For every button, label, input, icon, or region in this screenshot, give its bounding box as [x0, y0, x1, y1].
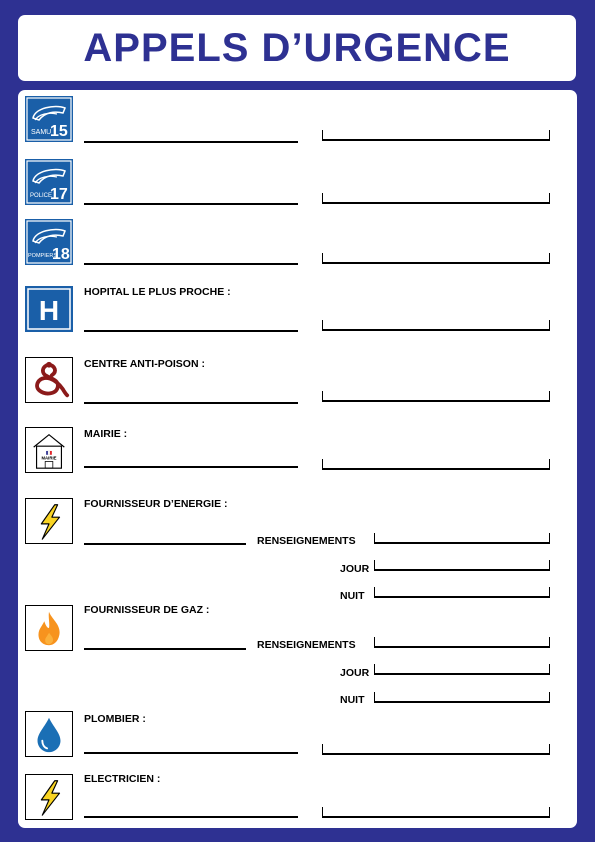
- flame-icon: [25, 605, 73, 651]
- mairie-name-line[interactable]: [84, 466, 298, 468]
- electrician-phone-field[interactable]: [322, 807, 550, 818]
- hospital-label: HOPITAL LE PLUS PROCHE :: [84, 286, 231, 298]
- energy-info-phone-field[interactable]: [374, 533, 550, 544]
- samu-phone-icon: [25, 96, 73, 142]
- header-panel: [18, 15, 576, 81]
- gas-day-phone-field[interactable]: [374, 664, 550, 675]
- svg-text:POMPIERS: POMPIERS: [28, 253, 58, 259]
- svg-text:H: H: [38, 295, 60, 326]
- page-title: APPELS D’URGENCE: [83, 25, 511, 70]
- anti-poison-name-line[interactable]: [84, 402, 298, 404]
- energy-day-label: JOUR: [340, 563, 370, 575]
- hospital-phone-field[interactable]: [322, 320, 550, 331]
- lightning-icon: [25, 774, 73, 820]
- gas-info-label: RENSEIGNEMENTS: [257, 639, 356, 651]
- plumber-label: PLOMBIER :: [84, 713, 146, 725]
- water-drop-icon: [25, 711, 73, 757]
- energy-provider-name-line[interactable]: [84, 543, 246, 545]
- electrician-name-line[interactable]: [84, 816, 298, 818]
- svg-text:SAMU: SAMU: [31, 129, 52, 136]
- gas-night-phone-field[interactable]: [374, 692, 550, 703]
- pompiers-phone-icon: [25, 219, 73, 265]
- gas-provider-name-line[interactable]: [84, 648, 246, 650]
- energy-night-phone-field[interactable]: [374, 587, 550, 598]
- energy-info-label: RENSEIGNEMENTS: [257, 535, 356, 547]
- plumber-phone-field[interactable]: [322, 744, 550, 755]
- svg-text:18: 18: [52, 246, 70, 263]
- lightning-icon: [25, 498, 73, 544]
- svg-text:POLICE: POLICE: [30, 193, 53, 199]
- samu-phone-field[interactable]: [322, 130, 550, 141]
- hospital-icon: [25, 286, 73, 332]
- gas-provider-label: FOURNISSEUR DE GAZ :: [84, 604, 210, 616]
- hospital-name-line[interactable]: [84, 330, 298, 332]
- svg-text:15: 15: [50, 123, 68, 140]
- anti-poison-phone-field[interactable]: [322, 391, 550, 402]
- plumber-name-line[interactable]: [84, 752, 298, 754]
- mairie-label: MAIRIE :: [84, 428, 128, 440]
- police-phone-icon: [25, 159, 73, 205]
- svg-text:MAIRIE: MAIRIE: [41, 455, 57, 461]
- pompiers-name-line[interactable]: [84, 263, 298, 265]
- energy-day-phone-field[interactable]: [374, 560, 550, 571]
- mairie-phone-field[interactable]: [322, 459, 550, 470]
- gas-info-phone-field[interactable]: [374, 637, 550, 648]
- pompiers-phone-field[interactable]: [322, 253, 550, 264]
- svg-text:17: 17: [50, 186, 68, 203]
- contacts-panel: [18, 90, 577, 828]
- police-name-line[interactable]: [84, 203, 298, 205]
- electrician-label: ELECTRICIEN :: [84, 773, 161, 785]
- anti-poison-label: CENTRE ANTI-POISON :: [84, 358, 205, 370]
- police-phone-field[interactable]: [322, 193, 550, 204]
- energy-night-label: NUIT: [340, 590, 365, 602]
- snake-icon: [25, 357, 73, 403]
- gas-night-label: NUIT: [340, 694, 365, 706]
- town-hall-icon: [25, 427, 73, 473]
- gas-day-label: JOUR: [340, 667, 370, 679]
- samu-name-line[interactable]: [84, 141, 298, 143]
- energy-provider-label: FOURNISSEUR D’ENERGIE :: [84, 498, 228, 510]
